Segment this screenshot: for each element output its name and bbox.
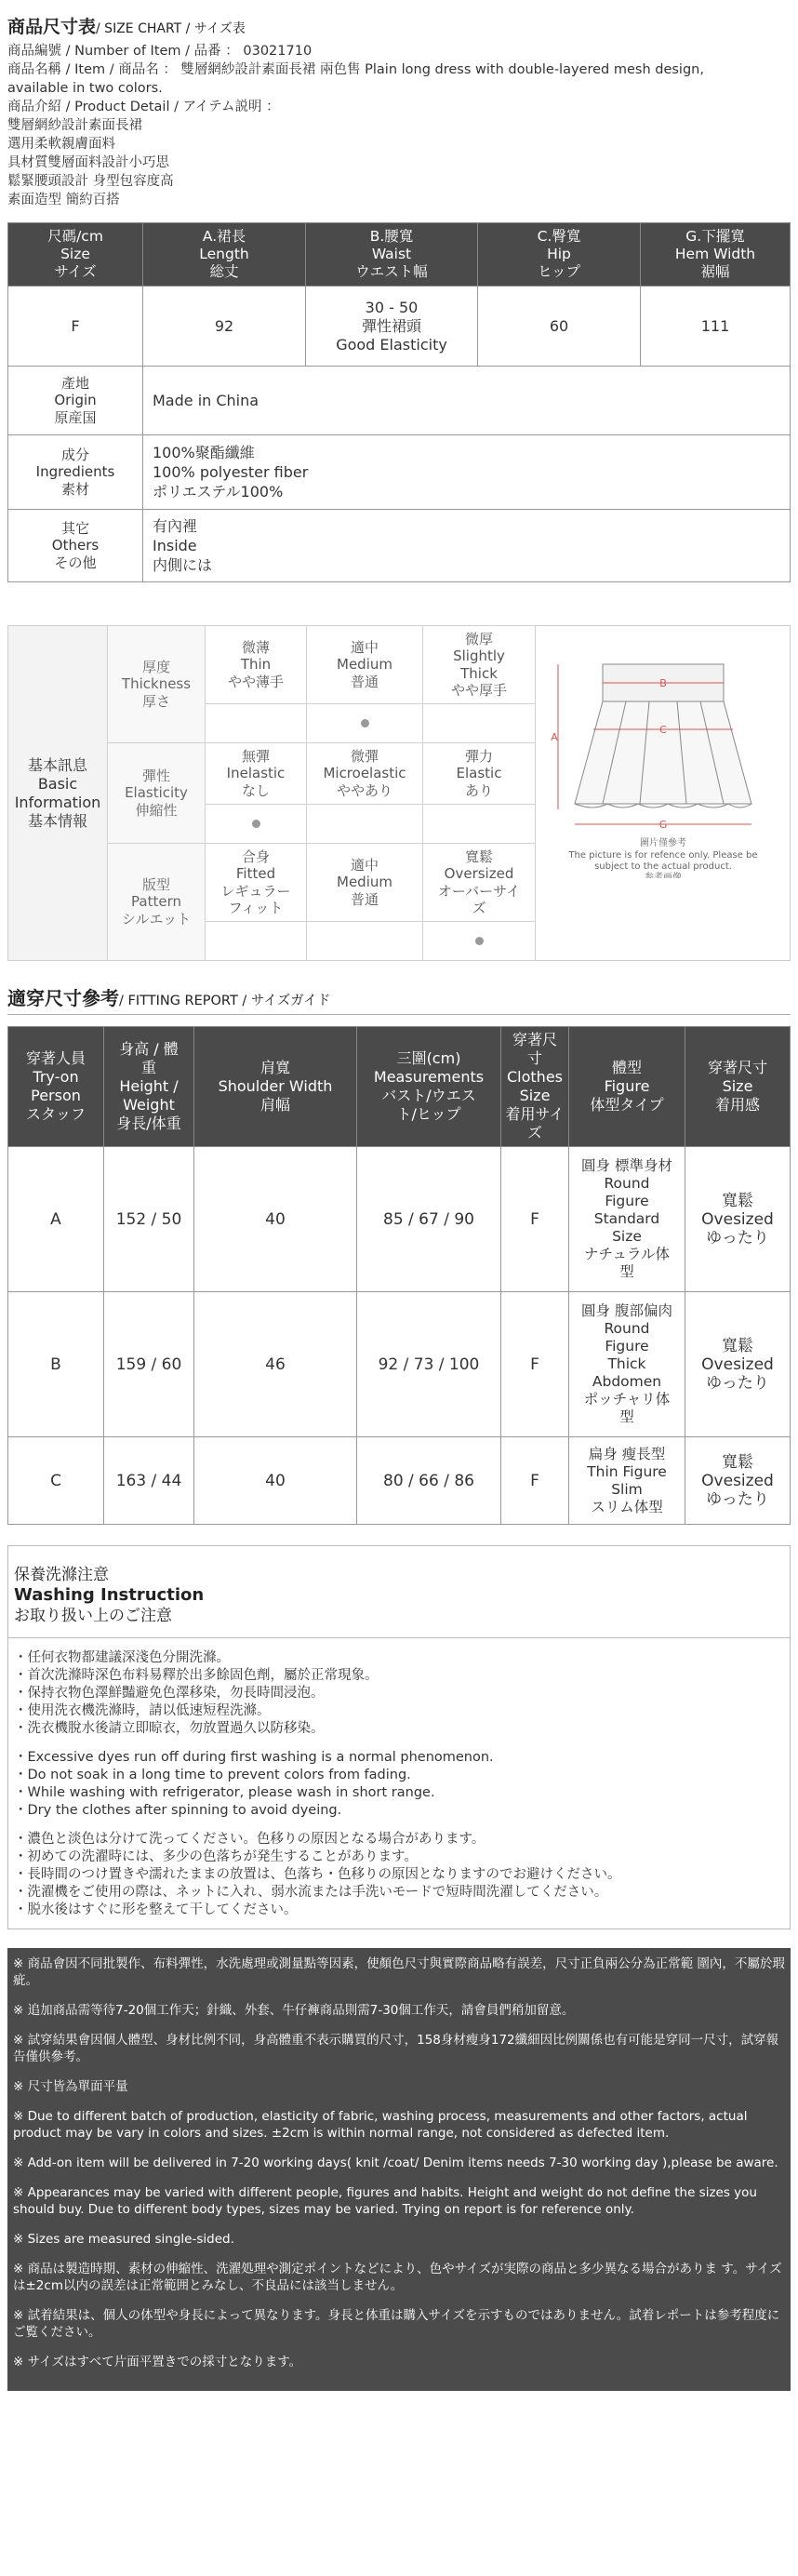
option-microelastic: 微彈 Microelastic ややあり xyxy=(307,743,423,805)
hem-value: 111 xyxy=(641,287,791,367)
col-clothes-size: 穿著尺 寸 Clothes Size 着用サイ ズ xyxy=(501,1027,569,1147)
elasticity-label: 彈性 Elasticity 伸縮性 xyxy=(108,743,206,844)
fit: 寬鬆 Ovesized ゆったり xyxy=(685,1292,791,1437)
washing-section xyxy=(7,1545,791,1929)
note-line: ※ 追加商品需等待7-20個工作天；針織、外套、牛仔褲商品則需7-30個工作天，請會員們稍加留意。 xyxy=(13,2003,575,2018)
measurements: 80 / 66 / 86 xyxy=(357,1437,501,1525)
info-line: 商品名稱 / Item / 商品名 ： 雙層網紗設計素面長裙 兩色售 Plain long dress with double-layered mesh design, xyxy=(7,62,704,77)
washing-line: ・While washing with refrigerator, please wash in short range. xyxy=(14,1785,435,1800)
info-line: 商品介紹 / Product Detail / アイテム説明 ： xyxy=(7,100,280,114)
waist-value: 30 - 50 彈性裙頭 Good Elasticity xyxy=(306,287,478,367)
col-hip: C.臀寬 Hip ヒップ xyxy=(478,223,641,287)
thickness-row xyxy=(8,626,791,704)
option-oversized: 寬鬆 Oversized オーバーサイ ズ xyxy=(423,844,536,922)
note-line: ※ 試穿結果會因個人體型、身材比例不同，身高體重不表示購買的尺寸，158身材瘦身172纖細因比例關係也有可能是穿同一尺寸，試穿報告僅供參考。 xyxy=(13,2033,779,2064)
select-cell xyxy=(307,922,423,961)
col-waist: B.腰寬 Waist ウエスト幅 xyxy=(306,223,478,287)
ingredients-row xyxy=(8,435,791,510)
washing-line: ・任何衣物都建議深淺色分開洗滌。 xyxy=(14,1650,230,1665)
col-shoulder: 肩寬 Shoulder Width 肩幅 xyxy=(194,1027,357,1147)
page xyxy=(7,0,791,2391)
info-line: 選用柔軟親膚面料 xyxy=(7,137,115,152)
select-cell xyxy=(423,704,536,743)
table-row xyxy=(8,1437,791,1525)
col-measurements: 三圍(cm) Measurements バスト/ウエス ト/ヒップ xyxy=(357,1027,501,1147)
note-line: ※ Add-on item will be delivered in 7-20 working days( knit /coat/ Denim items needs 7-30 working day ),please be aware. xyxy=(13,2156,778,2170)
option-medium-fit: 適中 Medium 普通 xyxy=(307,844,423,922)
height-weight: 159 / 60 xyxy=(104,1292,194,1437)
washing-line: ・脱水後はすぐに形を整えて干してください。 xyxy=(14,1902,298,1917)
clothes-size: F xyxy=(501,1437,569,1525)
option-slightly-thick: 微厚 Slightly Thick やや厚手 xyxy=(423,626,536,704)
select-cell xyxy=(206,704,307,743)
others-row xyxy=(8,510,791,582)
col-figure: 體型 Figure 体型タイプ xyxy=(569,1027,685,1147)
washing-line: ・濃色と淡色は分けて洗ってください。色移りの原因となる場合があります。 xyxy=(14,1832,485,1847)
select-cell xyxy=(206,805,307,844)
fitting-title-sub: / FITTING REPORT / サイズガイド xyxy=(119,994,331,1008)
size-table-header xyxy=(8,223,791,287)
washing-line: ・長時間のつけ置きや濡れたままの放置は、色落ち・色移りの原因となりますのでお避けください。 xyxy=(14,1867,621,1882)
note-line: ※ Due to different batch of production, elasticity of fabric, washing process, measurements and other factors, actual product may be vary in colors and sizes. ±2cm is within normal range, not considered as defected item. xyxy=(13,2109,748,2141)
washing-line: ・洗濯機をご使用の際は、ネットに入れ、弱水流または手洗いモードで短時間洗濯してください。 xyxy=(14,1885,608,1900)
table-row xyxy=(8,1147,791,1292)
notes-section xyxy=(7,1948,791,2391)
origin-row xyxy=(8,367,791,435)
shoulder: 40 xyxy=(194,1147,357,1292)
info-line: 具材質雙層面料設計小巧思 xyxy=(7,155,169,170)
person-a: A xyxy=(8,1147,104,1292)
shoulder: 46 xyxy=(194,1292,357,1437)
washing-line: ・初めての洗濯時には、多少の色落ちが発生することがあります。 xyxy=(14,1849,418,1864)
diagram-label-a: A xyxy=(550,731,558,743)
fitting-title xyxy=(7,983,791,1015)
fit: 寬鬆 Ovesized ゆったり xyxy=(685,1147,791,1292)
clothes-size: F xyxy=(501,1147,569,1292)
diagram-caption: 圖片僅參考 xyxy=(639,838,686,848)
size-table xyxy=(7,222,791,582)
figure: 扁身 瘦長型 Thin Figure Slim スリム体型 xyxy=(569,1437,685,1525)
person-b: B xyxy=(8,1292,104,1437)
hip-value: 60 xyxy=(478,287,641,367)
select-cell xyxy=(423,922,536,961)
note-line: ※ 尺寸皆為單面平量 xyxy=(13,2079,128,2094)
selected-dot-icon xyxy=(475,937,484,945)
page-title xyxy=(7,13,791,38)
diagram-label-b: B xyxy=(658,677,667,689)
selected-dot-icon xyxy=(361,719,369,727)
basic-info-table xyxy=(7,625,791,961)
select-cell xyxy=(423,805,536,844)
figure: 圓身 標準身材 Round Figure Standard Size ナチュラル体 型 xyxy=(569,1147,685,1292)
header xyxy=(7,0,791,209)
thickness-label: 厚度 Thickness 厚さ xyxy=(108,626,206,743)
selected-dot-icon xyxy=(252,820,260,828)
info-line: 鬆緊腰頭設計 身型包容度高 xyxy=(7,174,174,189)
height-weight: 163 / 44 xyxy=(104,1437,194,1525)
washing-line: ・Do not soak in a long time to prevent colors from fading. xyxy=(14,1768,411,1782)
col-person: 穿著人員 Try-on Person スタッフ xyxy=(8,1027,104,1147)
info-line: available in two colors. xyxy=(7,81,163,96)
note-line: ※ 試着結果は、個人の体型や身長によって異なります。身長と体重は購入サイズを示すものではありません。試着レポートは参考程度にご覧ください。 xyxy=(13,2308,780,2340)
size-value: F xyxy=(8,287,143,367)
measurements: 92 / 73 / 100 xyxy=(357,1292,501,1437)
col-size: 尺碼/cm Size サイズ xyxy=(8,223,143,287)
product-info xyxy=(7,42,791,209)
person-c: C xyxy=(8,1437,104,1525)
diagram-caption: subject to the actual product. xyxy=(593,861,732,872)
clothes-size: F xyxy=(501,1292,569,1437)
washing-title: 保養洗滌注意 Washing Instruction お取り扱い上のご注意 xyxy=(8,1546,790,1638)
length-value: 92 xyxy=(143,287,306,367)
table-row xyxy=(8,287,791,367)
skirt-diagram-svg xyxy=(538,627,789,878)
origin-label: 產地 Origin 原産国 xyxy=(8,367,143,435)
fitting-header xyxy=(8,1027,791,1147)
washing-line: ・保持衣物色澤鮮豔避免色澤移染，勿長時間浸泡。 xyxy=(14,1686,325,1701)
col-length: A.裙長 Length 総丈 xyxy=(143,223,306,287)
washing-line: ・首次洗滌時深色布料易釋於出多餘固色劑，屬於正常現象。 xyxy=(14,1668,379,1683)
option-thin: 微薄 Thin やや薄手 xyxy=(206,626,307,704)
info-line: 雙層網紗設計素面長裙 xyxy=(7,118,142,133)
select-cell xyxy=(307,704,423,743)
others-value: 有內裡 Inside 内側には xyxy=(143,510,791,582)
option-medium: 適中 Medium 普通 xyxy=(307,626,423,704)
fitting-table xyxy=(7,1026,791,1525)
washing-line: ・使用洗衣機洗滌時，請以低速短程洗滌。 xyxy=(14,1703,271,1718)
washing-line: ・Dry the clothes after spinning to avoid dyeing. xyxy=(14,1803,342,1818)
measurements: 85 / 67 / 90 xyxy=(357,1147,501,1292)
info-line: 商品編號 / Number of Item / 品番 ： 03021710 xyxy=(7,44,313,59)
note-line: ※ Sizes are measured single-sided. xyxy=(13,2232,234,2247)
option-elastic: 彈力 Elastic あり xyxy=(423,743,536,805)
diagram-caption: 参考画像 xyxy=(644,873,682,878)
height-weight: 152 / 50 xyxy=(104,1147,194,1292)
figure: 圓身 腹部偏肉 Round Figure Thick Abdomen ポッチャリ体 型 xyxy=(569,1292,685,1437)
table-row xyxy=(8,1292,791,1437)
option-fitted: 合身 Fitted レギュラー フィット xyxy=(206,844,307,922)
select-cell xyxy=(206,922,307,961)
washing-line: ・洗衣機脫水後請立即晾衣，勿放置過久以防移染。 xyxy=(14,1721,325,1736)
shoulder: 40 xyxy=(194,1437,357,1525)
fitting-title-main: 適穿尺寸參考 xyxy=(7,987,119,1009)
col-height-weight: 身高 / 體 重 Height / Weight 身長/体重 xyxy=(104,1027,194,1147)
col-hem: G.下擺寬 Hem Width 裾幅 xyxy=(641,223,791,287)
note-line: ※ サイズはすべて片面平置きでの採寸となります。 xyxy=(13,2355,302,2369)
diagram-caption: The picture is for refence only. Please be xyxy=(567,850,758,861)
note-line: ※ 商品會因不同批製作、布料彈性，水洗處理或測量點等因素，使顏色尺寸與實際商品略有誤差，尺寸正負兩公分為正常範 圍內，不屬於瑕疵。 xyxy=(13,1956,785,1988)
select-cell xyxy=(307,805,423,844)
origin-value: Made in China xyxy=(143,367,791,435)
col-fit: 穿著尺寸 Size 着用感 xyxy=(685,1027,791,1147)
fit: 寬鬆 Ovesized ゆったり xyxy=(685,1437,791,1525)
note-line: ※ Appearances may be varied with different people, figures and habits. Height and weight do not define the sizes you should buy. Due to different body types, sizes may be varied. Trying on report is for reference only. xyxy=(13,2185,757,2217)
others-label: 其它 Others その他 xyxy=(8,510,143,582)
washing-line: ・Excessive dyes run off during first washing is a normal phenomenon. xyxy=(14,1750,494,1765)
info-line: 素面造型 簡約百搭 xyxy=(7,193,120,207)
title-subtitle: / SIZE CHART / サイズ表 xyxy=(96,21,246,36)
skirt-diagram xyxy=(536,626,791,961)
option-inelastic: 無彈 Inelastic なし xyxy=(206,743,307,805)
note-line: ※ 商品は製造時期、素材の伸縮性、洗濯処理や測定ポイントなどにより、色やサイズが実際の商品と多少異なる場合がありま す。サイズは±2cm以内の誤差は正常範囲とみなし、不良品には該当しません。 xyxy=(13,2262,782,2293)
diagram-label-c: C xyxy=(658,724,667,736)
basic-info-title: 基本訊息 Basic Information 基本情報 xyxy=(8,626,108,961)
ingredients-label: 成分 Ingredients 素材 xyxy=(8,435,143,510)
ingredients-value: 100%聚酯纖維 100% polyester fiber ポリエステル100% xyxy=(143,435,791,510)
title-main: 商品尺寸表 xyxy=(7,17,97,37)
diagram-label-g: G xyxy=(658,819,667,831)
pattern-label: 版型 Pattern シルエット xyxy=(108,844,206,961)
